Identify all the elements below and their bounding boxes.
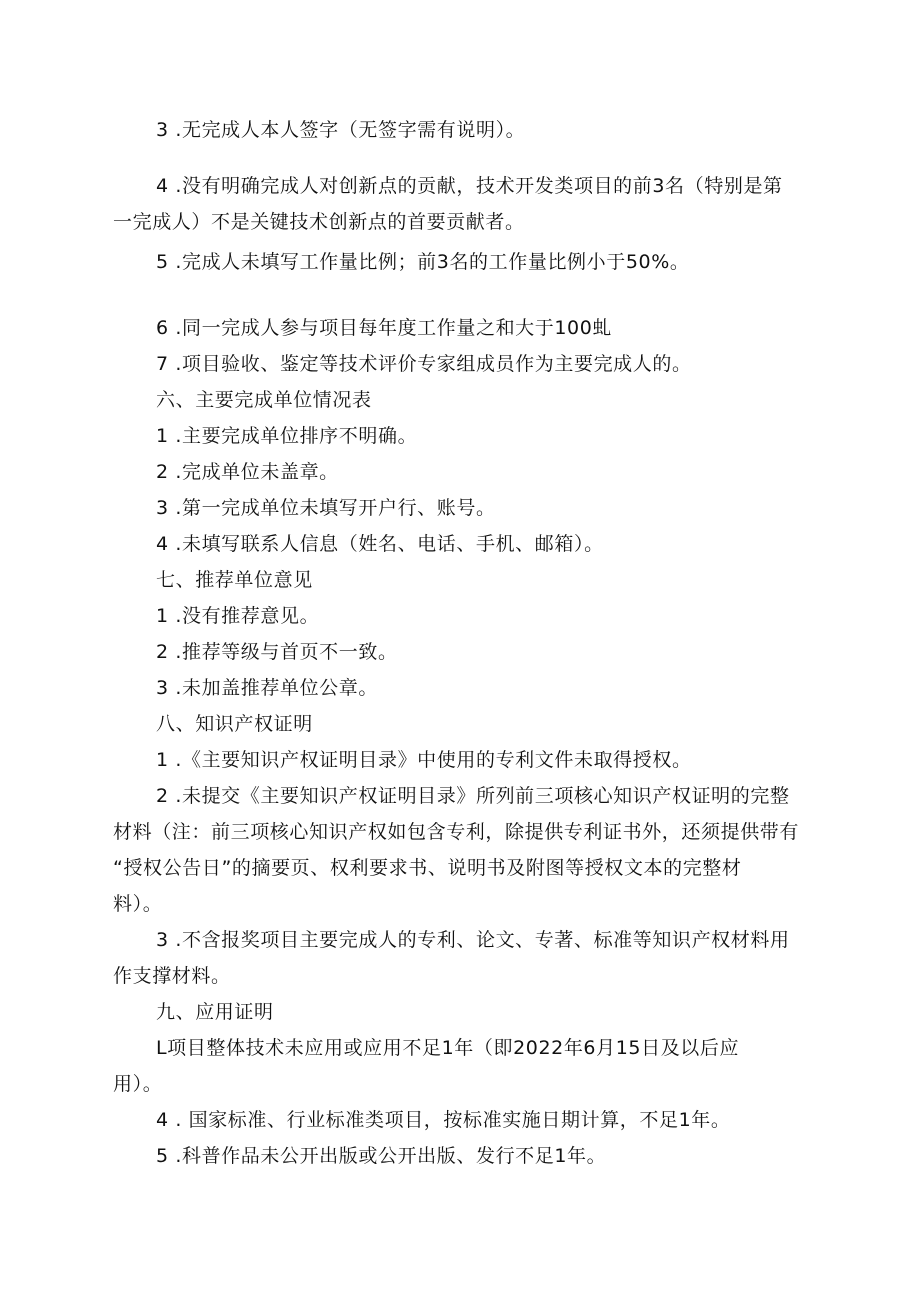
- item-ip-support-line1: 3 .不含报奖项目主要完成人的专利、论文、专著、标准等知识产权材料用: [156, 929, 790, 951]
- item-standard-project: 4 . 国家标准、行业标准类项目，按标准实施日期计算，不足1年。: [156, 1109, 731, 1131]
- item-popular-science: 5 .科普作品未公开出版或公开出版、发行不足1年。: [156, 1145, 607, 1167]
- item-core-ip-line3: “授权公告日”的摘要页、权利要求书、说明书及附图等授权文本的完整材: [113, 857, 742, 879]
- item-no-contribution-line2: 一完成人）不是关键技术创新点的首要贡献者。: [113, 211, 525, 233]
- item-no-recommendation: 1 .没有推荐意见。: [156, 605, 320, 627]
- item-grade-mismatch: 2 .推荐等级与首页不一致。: [156, 641, 398, 663]
- item-application-line1: L项目整体技术未应用或应用不足1年（即2022年6月15日及以后应: [156, 1037, 740, 1059]
- section-heading-ip: 八、知识产权证明: [156, 713, 313, 735]
- item-application-line2: 用）。: [113, 1073, 163, 1095]
- item-unit-no-seal: 2 .完成单位未盖章。: [156, 461, 339, 483]
- item-patent-not-granted: 1 .《主要知识产权证明目录》中使用的专利文件未取得授权。: [156, 749, 692, 771]
- item-core-ip-line2: 材料（注：前三项核心知识产权如包含专利，除提供专利证书外，还须提供带有: [113, 821, 800, 843]
- section-heading-units: 六、主要完成单位情况表: [156, 389, 372, 411]
- item-core-ip-line1: 2 .未提交《主要知识产权证明目录》所列前三项核心知识产权证明的完整: [156, 785, 790, 807]
- item-no-official-seal: 3 .未加盖推荐单位公章。: [156, 677, 378, 699]
- section-heading-recommendation: 七、推荐单位意见: [156, 569, 313, 591]
- item-ip-support-line2: 作支撑材料。: [113, 965, 231, 987]
- section-heading-application: 九、应用证明: [156, 1001, 274, 1023]
- item-core-ip-line4: 料）。: [113, 893, 163, 915]
- item-workload-ratio: 5 .完成人未填写工作量比例；前3名的工作量比例小于50%。: [156, 251, 690, 273]
- item-expert-member: 7 .项目验收、鉴定等技术评价专家组成员作为主要完成人的。: [156, 353, 692, 375]
- item-no-contribution-line1: 4 .没有明确完成人对创新点的贡献，技术开发类项目的前3名（特别是第: [156, 175, 783, 197]
- item-unit-bank-account: 3 .第一完成单位未填写开户行、账号。: [156, 497, 496, 519]
- item-workload-sum: 6 .同一完成人参与项目每年度工作量之和大于100虬: [156, 317, 613, 339]
- item-unit-order: 1 .主要完成单位排序不明确。: [156, 425, 418, 447]
- item-no-signature: 3 .无完成人本人签字（无签字需有说明）。: [156, 119, 526, 141]
- item-contact-info: 4 .未填写联系人信息（姓名、电话、手机、邮箱）。: [156, 533, 604, 555]
